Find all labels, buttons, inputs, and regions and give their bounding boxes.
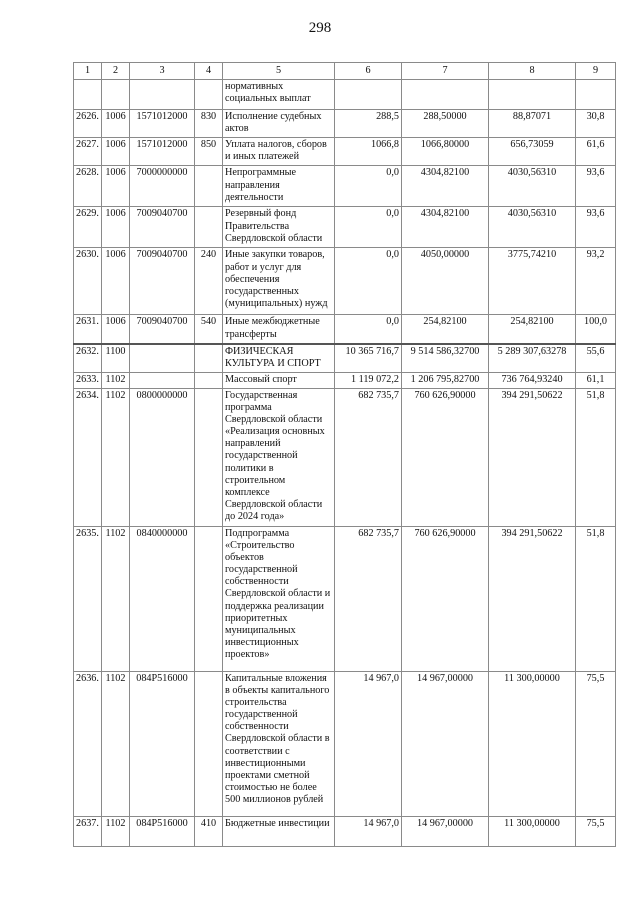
- target-code: 1571012000: [130, 110, 195, 138]
- section-code: 1102: [102, 816, 130, 846]
- expense-type: [195, 166, 223, 207]
- table-row: [74, 110, 616, 138]
- execution-percent: [576, 80, 616, 110]
- table-row: [74, 372, 616, 388]
- execution-percent: 61,1: [576, 372, 616, 388]
- plan-amount: 10 365 716,7: [335, 344, 402, 373]
- row-number: 2626.: [74, 110, 102, 138]
- column-header: 1: [74, 63, 102, 80]
- plan-amount: 1066,8: [335, 138, 402, 166]
- item-name: Массовый спорт: [223, 372, 335, 388]
- execution-percent: 93,6: [576, 166, 616, 207]
- row-number: 2633.: [74, 372, 102, 388]
- row-number: 2631.: [74, 315, 102, 344]
- expense-type: [195, 671, 223, 816]
- item-name: Государственная программа Свердловской области «Реализация основных направлений государственной политики в строительном комплексе Свердловской области до 2024 года»: [223, 388, 335, 526]
- target-code: [130, 372, 195, 388]
- plan-amount: 0,0: [335, 315, 402, 344]
- table-row: [74, 248, 616, 315]
- item-name: Иные закупки товаров, работ и услуг для обеспечения государственных (муниципальных) нужд: [223, 248, 335, 315]
- executed-amount: 11 300,00000: [489, 816, 576, 846]
- target-code: 7009040700: [130, 207, 195, 248]
- table-row: [74, 344, 616, 373]
- table-row: [74, 315, 616, 344]
- item-name: Подпрограмма «Строительство объектов государственной собственности Свердловской области и поддержка реализации приоритетных муниципальных инвестиционных проектов»: [223, 526, 335, 671]
- clarified-amount: 760 626,90000: [402, 526, 489, 671]
- row-number: 2628.: [74, 166, 102, 207]
- column-header: 8: [489, 63, 576, 80]
- table-body: [74, 80, 616, 847]
- target-code: 7009040700: [130, 248, 195, 315]
- row-number: 2637.: [74, 816, 102, 846]
- clarified-amount: 4050,00000: [402, 248, 489, 315]
- table-row: [74, 388, 616, 526]
- clarified-amount: 14 967,00000: [402, 671, 489, 816]
- table-row: [74, 526, 616, 671]
- plan-amount: 0,0: [335, 166, 402, 207]
- executed-amount: [489, 80, 576, 110]
- executed-amount: 656,73059: [489, 138, 576, 166]
- plan-amount: 14 967,0: [335, 816, 402, 846]
- clarified-amount: 760 626,90000: [402, 388, 489, 526]
- execution-percent: 93,6: [576, 207, 616, 248]
- executed-amount: 736 764,93240: [489, 372, 576, 388]
- item-name: Резервный фонд Правительства Свердловской области: [223, 207, 335, 248]
- page-number: 298: [308, 20, 332, 36]
- section-code: 1006: [102, 166, 130, 207]
- target-code: 7009040700: [130, 315, 195, 344]
- clarified-amount: 1 206 795,82700: [402, 372, 489, 388]
- expense-type: [195, 80, 223, 110]
- execution-percent: 55,6: [576, 344, 616, 373]
- clarified-amount: 4304,82100: [402, 207, 489, 248]
- executed-amount: 4030,56310: [489, 207, 576, 248]
- section-code: 1006: [102, 248, 130, 315]
- section-code: 1102: [102, 526, 130, 671]
- column-header: 7: [402, 63, 489, 80]
- table-row: [74, 816, 616, 846]
- item-name: Непрограммные направления деятельности: [223, 166, 335, 207]
- item-name: Капитальные вложения в объекты капитального строительства государственной собственности Свердловской области в соответствии с инвестиционными проектами сметной стоимостью не более 500 миллионов рублей: [223, 671, 335, 816]
- execution-percent: 51,8: [576, 526, 616, 671]
- row-number: 2635.: [74, 526, 102, 671]
- column-header: 4: [195, 63, 223, 80]
- budget-table: [73, 62, 616, 847]
- section-code: 1006: [102, 138, 130, 166]
- expense-type: 410: [195, 816, 223, 846]
- execution-percent: 30,8: [576, 110, 616, 138]
- clarified-amount: 1066,80000: [402, 138, 489, 166]
- expense-type: [195, 526, 223, 671]
- table-row: [74, 207, 616, 248]
- clarified-amount: 288,50000: [402, 110, 489, 138]
- target-code: 0800000000: [130, 388, 195, 526]
- executed-amount: 394 291,50622: [489, 388, 576, 526]
- plan-amount: [335, 80, 402, 110]
- execution-percent: 51,8: [576, 388, 616, 526]
- row-number: 2629.: [74, 207, 102, 248]
- plan-amount: 0,0: [335, 248, 402, 315]
- expense-type: 540: [195, 315, 223, 344]
- item-name: Уплата налогов, сборов и иных платежей: [223, 138, 335, 166]
- expense-type: [195, 388, 223, 526]
- section-code: 1100: [102, 344, 130, 373]
- row-number: [74, 80, 102, 110]
- target-code: 1571012000: [130, 138, 195, 166]
- item-name: ФИЗИЧЕСКАЯ КУЛЬТУРА И СПОРТ: [223, 344, 335, 373]
- clarified-amount: 14 967,00000: [402, 816, 489, 846]
- clarified-amount: 4304,82100: [402, 166, 489, 207]
- column-header: 5: [223, 63, 335, 80]
- row-number: 2636.: [74, 671, 102, 816]
- executed-amount: 4030,56310: [489, 166, 576, 207]
- column-header: 3: [130, 63, 195, 80]
- item-name: Иные межбюджетные трансферты: [223, 315, 335, 344]
- execution-percent: 75,5: [576, 816, 616, 846]
- table-row: [74, 138, 616, 166]
- executed-amount: 88,87071: [489, 110, 576, 138]
- column-header: 6: [335, 63, 402, 80]
- section-code: 1102: [102, 388, 130, 526]
- section-code: 1102: [102, 372, 130, 388]
- plan-amount: 682 735,7: [335, 526, 402, 671]
- execution-percent: 75,5: [576, 671, 616, 816]
- section-code: 1102: [102, 671, 130, 816]
- clarified-amount: 254,82100: [402, 315, 489, 344]
- executed-amount: 11 300,00000: [489, 671, 576, 816]
- expense-type: [195, 344, 223, 373]
- executed-amount: 394 291,50622: [489, 526, 576, 671]
- row-number: 2630.: [74, 248, 102, 315]
- expense-type: 830: [195, 110, 223, 138]
- section-code: 1006: [102, 315, 130, 344]
- execution-percent: 100,0: [576, 315, 616, 344]
- table-row: [74, 166, 616, 207]
- target-code: 0840000000: [130, 526, 195, 671]
- column-header: 9: [576, 63, 616, 80]
- expense-type: 240: [195, 248, 223, 315]
- execution-percent: 93,2: [576, 248, 616, 315]
- clarified-amount: [402, 80, 489, 110]
- expense-type: [195, 372, 223, 388]
- plan-amount: 0,0: [335, 207, 402, 248]
- plan-amount: 14 967,0: [335, 671, 402, 816]
- plan-amount: 288,5: [335, 110, 402, 138]
- target-code: 084P516000: [130, 671, 195, 816]
- table-row: [74, 80, 616, 110]
- target-code: [130, 344, 195, 373]
- column-header: 2: [102, 63, 130, 80]
- section-code: 1006: [102, 110, 130, 138]
- expense-type: [195, 207, 223, 248]
- row-number: 2632.: [74, 344, 102, 373]
- row-number: 2634.: [74, 388, 102, 526]
- plan-amount: 1 119 072,2: [335, 372, 402, 388]
- table-header-row: [74, 63, 616, 80]
- plan-amount: 682 735,7: [335, 388, 402, 526]
- executed-amount: 5 289 307,63278: [489, 344, 576, 373]
- target-code: [130, 80, 195, 110]
- executed-amount: 3775,74210: [489, 248, 576, 315]
- clarified-amount: 9 514 586,32700: [402, 344, 489, 373]
- section-code: 1006: [102, 207, 130, 248]
- executed-amount: 254,82100: [489, 315, 576, 344]
- execution-percent: 61,6: [576, 138, 616, 166]
- expense-type: 850: [195, 138, 223, 166]
- item-name: Исполнение судебных актов: [223, 110, 335, 138]
- item-name: нормативных социальных выплат: [223, 80, 335, 110]
- section-code: [102, 80, 130, 110]
- target-code: 7000000000: [130, 166, 195, 207]
- row-number: 2627.: [74, 138, 102, 166]
- table-row: [74, 671, 616, 816]
- target-code: 084P516000: [130, 816, 195, 846]
- item-name: Бюджетные инвестиции: [223, 816, 335, 846]
